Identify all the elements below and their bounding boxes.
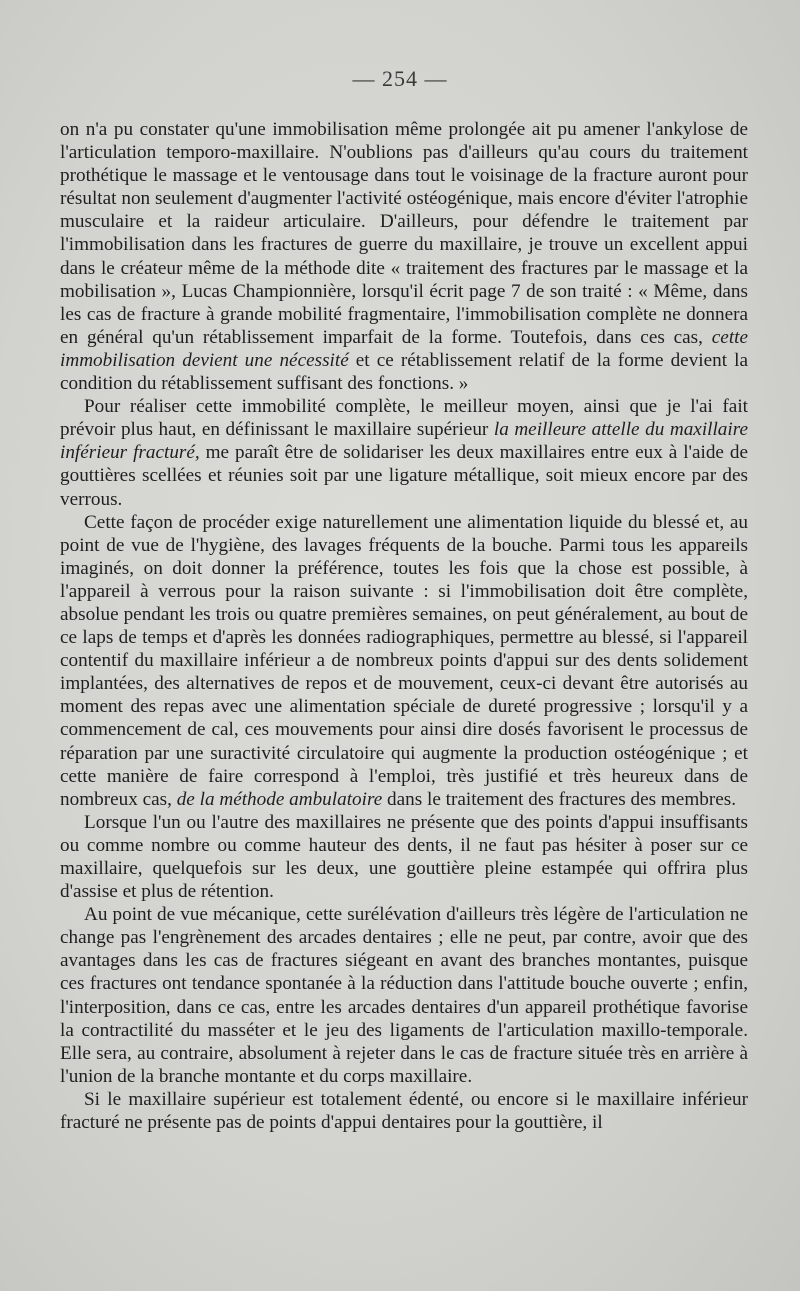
paragraph-4 [60, 811, 748, 903]
paragraph-2-text-a: Pour réaliser cette immobilité complète, le meilleur moyen, ainsi que je l'ai fait prévoir plus haut, en définissant le maxillaire supérieur [60, 396, 748, 441]
body-text [60, 118, 748, 1134]
paragraph-2-text-b: me paraît être de solidariser les deux maxillaires entre eux à l'aide de gouttières scellées et réunies soit par une ligature métallique, soit mieux encore par des verrous. [60, 442, 748, 510]
paragraph-2 [60, 395, 748, 510]
paragraph-4-text: Lorsque l'un ou l'autre des maxillaires ne présente que des points d'appui insuffisants ou comme nombre ou comme hauteur des dents, il ne faut pas hésiter à poser sur ce maxillaire, quelquefois sur les deux, une gouttière pleine estampée qui offrira plus d'assise et plus de rétention. [60, 811, 748, 903]
paragraph-1-italic: cette immobilisation devient une nécessité [60, 326, 748, 371]
paragraph-1 [60, 118, 748, 395]
paragraph-2-italic: la meilleure attelle du maxillaire inférieur fracturé, [60, 419, 749, 464]
paragraph-3-italic: de la méthode ambulatoire [176, 788, 383, 810]
paragraph-1-text-b: et ce rétablissement relatif de la forme devient la condition du rétablissement suffisant des fonctions. » [60, 349, 748, 395]
paragraph-1-text-a: on n'a pu constater qu'une immobilisation même prolongée ait pu amener l'ankylose de l'articulation temporo-maxillaire. N'oublions pas d'ailleurs qu'au cours du traitement prothétique le massage et le ventousage dans tout le voisinage de la fracture auront pour résultat non seulement d'augmenter l'activité ostéogénique, mais encore d'éviter l'atrophie musculaire et la raideur articulaire. D'ailleurs, pour défendre le traitement par l'immobilisation dans les fractures de guerre du maxillaire, je trouve un excellent appui dans le créateur même de la méthode dite « traitement des fractures par le massage et la mobilisation », Lucas Championnière, lorsqu'il écrit page 7 de son traité : « Même, dans les cas de fracture à grande mobilité fragmentaire, l'immobilisation complète ne donnera en général qu'un rétablissement imparfait de la forme. Toutefois, dans ces cas, [60, 119, 748, 348]
paragraph-5 [60, 903, 748, 1088]
paragraph-5-text: Au point de vue mécanique, cette surélévation d'ailleurs très légère de l'articulation ne change pas l'engrènement des arcades dentaires ; elle ne peut, par contre, avoir que des avantages dans les cas de fractures siégeant en avant des branches montantes, puisque ces fractures ont tendance spontanée à la réduction dans l'attitude bouche ouverte ; enfin, l'interposition, dans ce cas, entre les arcades dentaires d'un appareil prothétique favorise la contractilité du masséter et le jeu des ligaments de l'articulation maxillo-temporale. Elle sera, au contraire, absolument à rejeter dans le cas de fracture située très en arrière à l'union de la branche montante et du corps maxillaire. [60, 904, 748, 1087]
paragraph-6 [60, 1088, 748, 1134]
paragraph-6-text: Si le maxillaire supérieur est totalement édenté, ou encore si le maxillaire inférieur fracturé ne présente pas de points d'appui dentaires pour la gouttière, il [60, 1088, 748, 1134]
paragraph-3-text-b: dans le traitement des fractures des membres. [382, 788, 737, 810]
paragraph-3-text-a: Cette façon de procéder exige naturellement une alimentation liquide du blessé et, au point de vue de l'hygiène, des lavages fréquents de la bouche. Parmi tous les appareils imaginés, on doit donner la préférence, toutes les fois que la chose est possible, à l'appareil à verrous pour la raison suivante : si l'immobilisation doit être complète, absolue pendant les trois ou quatre premières semaines, on peut généralement, au bout de ce laps de temps et d'après les données radiographiques, permettre au blessé, si l'appareil contentif du maxillaire inférieur a de nombreux points d'appui sur des dents solidement implantées, des alternatives de repos et de mouvement, ceux-ci devant être autorisés au moment des repas avec une alimentation spéciale de dureté progressive ; lorsqu'il y a commencement de cal, ces mouvements pour ainsi dire dosés favorisent le processus de réparation par une suractivité circulatoire qui augmente la production ostéogénique ; et cette manière de faire correspond à l'emploi, très justifié et très heureux dans de nombreux cas, [60, 511, 748, 810]
paragraph-3 [60, 511, 748, 811]
page-number: — 254 — [352, 66, 448, 91]
